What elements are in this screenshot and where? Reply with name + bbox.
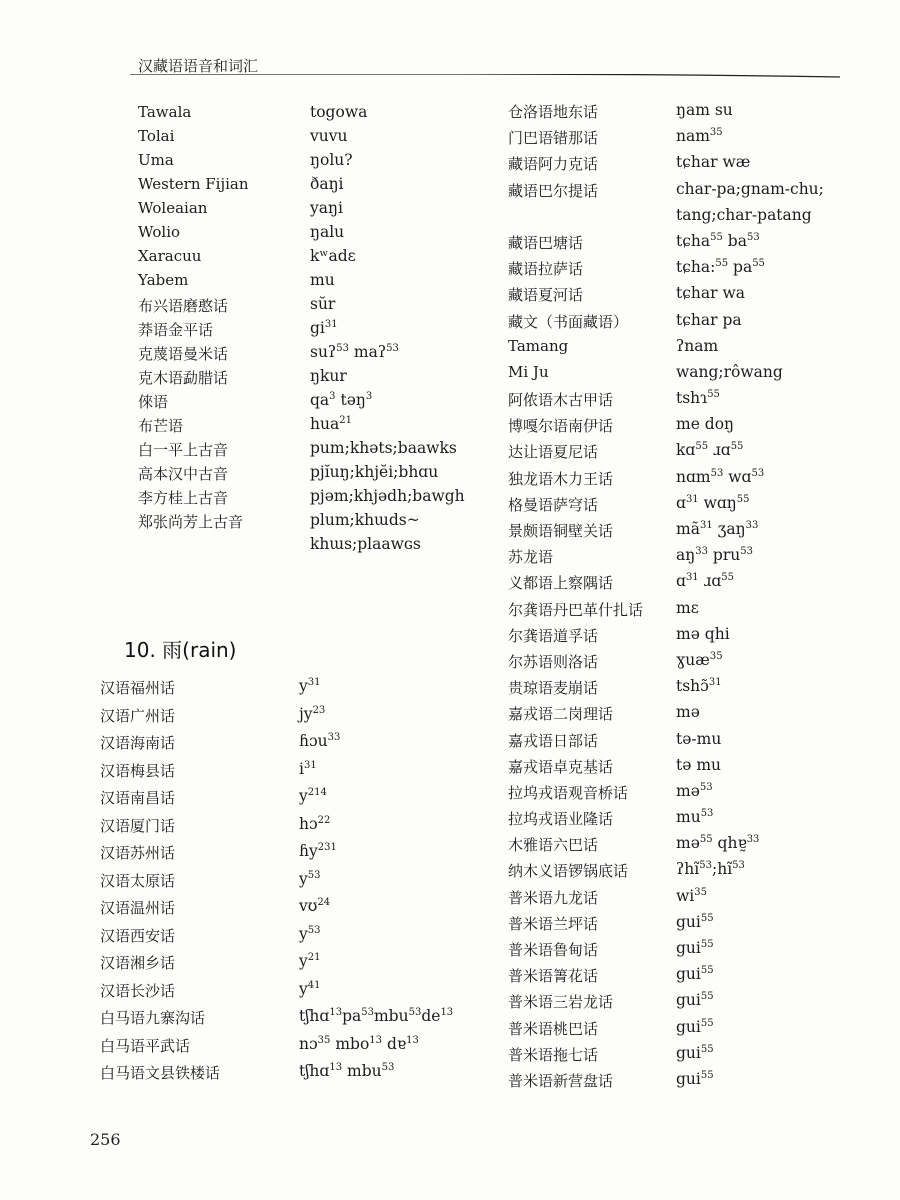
word-form: gui$^{55}$ bbox=[676, 1043, 714, 1062]
word-form: pjəm;khjədh;bawgh bbox=[310, 487, 465, 505]
word-form: $y^{53}$ bbox=[299, 924, 321, 943]
language-name: 白马语九寨沟话 bbox=[100, 1009, 206, 1027]
word-form: $y^{41}$ bbox=[299, 979, 321, 998]
word-form: hɔ$^{22}$ bbox=[299, 814, 331, 833]
language-name: 拉坞戎语业隆话 bbox=[508, 810, 614, 829]
language-name: 拉坞戎语观音桥话 bbox=[508, 783, 629, 802]
language-name: 汉语广州话 bbox=[100, 706, 176, 725]
word-form: $y^{31}$ bbox=[299, 677, 321, 695]
word-form: ŋkur bbox=[310, 367, 347, 385]
word-form: mu bbox=[310, 271, 335, 289]
word-form: kɑ$^{55}$ ɹɑ$^{55}$ bbox=[676, 441, 744, 460]
word-form: tə mu bbox=[676, 755, 722, 774]
word-form: nam$^{35}$ bbox=[676, 127, 723, 146]
word-form: char-pa;gnam-chu; bbox=[676, 179, 824, 198]
page-number: 256 bbox=[90, 1130, 121, 1149]
language-name: 汉语南昌话 bbox=[100, 789, 176, 807]
language-name: 汉语梅县话 bbox=[100, 761, 176, 780]
section-heading bbox=[124, 634, 237, 663]
word-form: $ʔhĩ^{53};hĩ^{53}$ bbox=[676, 860, 745, 879]
word-form: vʊ$^{24}$ bbox=[299, 897, 331, 915]
language-name: Yabem bbox=[138, 271, 189, 289]
word-form: $jy^{23}$ bbox=[299, 704, 326, 723]
word-form: suʔ$^{53}$ maʔ$^{53}$ bbox=[310, 343, 399, 361]
word-form: tshɔ̃$^{31}$ bbox=[676, 677, 722, 696]
language-name: 倈语 bbox=[138, 393, 169, 411]
word-form: ɦɔu$^{33}$ bbox=[299, 732, 341, 750]
language-name: 莽语金平话 bbox=[138, 321, 214, 339]
header-rule bbox=[130, 74, 840, 100]
section-number: 10. bbox=[124, 638, 156, 662]
word-form: $wi^{35}$ bbox=[676, 886, 707, 905]
language-name: 汉语福州话 bbox=[100, 679, 176, 697]
word-form: gui$^{55}$ bbox=[676, 965, 714, 984]
language-name: 李方桂上古音 bbox=[138, 489, 229, 507]
language-name: 藏语夏河话 bbox=[508, 286, 584, 305]
language-name: 布兴语磨憨话 bbox=[138, 297, 229, 315]
word-form: $i^{31}$ bbox=[299, 759, 317, 778]
word-form: mə qhi bbox=[676, 624, 730, 643]
word-form: $qa^3$ təŋ$^3$ bbox=[310, 391, 373, 409]
language-name: 门巴语错那话 bbox=[508, 129, 599, 148]
language-name: Western Fijian bbox=[138, 175, 249, 193]
language-name: 普米语兰坪话 bbox=[508, 914, 599, 933]
language-name: 白马语文县铁楼话 bbox=[100, 1064, 221, 1082]
language-name: 普米语箐花话 bbox=[508, 967, 599, 986]
word-form: ɑ$^{31}$ wɑŋ$^{55}$ bbox=[676, 493, 750, 512]
language-name: 嘉戎语日部话 bbox=[508, 731, 599, 750]
word-form: gui$^{55}$ bbox=[676, 912, 714, 931]
language-name: 普米语鲁甸话 bbox=[508, 941, 599, 959]
word-form: ɑ$^{31}$ ɹɑ$^{55}$ bbox=[676, 572, 735, 591]
word-form: nɑm$^{53}$ wɑ$^{53}$ bbox=[676, 467, 765, 486]
word-form: gui$^{55}$ bbox=[676, 1017, 714, 1036]
language-name: 郑张尚芳上古音 bbox=[138, 513, 244, 531]
section-title: 雨(rain) bbox=[162, 638, 237, 662]
word-form: hua$^{21}$ bbox=[310, 415, 352, 433]
language-name: 阿侬语木古甲话 bbox=[508, 391, 614, 410]
language-name: 白一平上古音 bbox=[138, 441, 229, 459]
word-form: ŋolu? bbox=[310, 151, 353, 169]
word-form: sŭr bbox=[310, 295, 336, 313]
word-form: togowa bbox=[310, 103, 368, 121]
word-form: tɕhar wæ bbox=[676, 153, 751, 172]
word-form: ʔnam bbox=[676, 336, 719, 355]
language-name: 高本汉中古音 bbox=[138, 465, 229, 483]
language-name: 克木语勐腊话 bbox=[138, 369, 229, 387]
word-form: tshɿ$^{55}$ bbox=[676, 389, 720, 408]
language-name: 汉语苏州话 bbox=[100, 844, 176, 862]
language-name: 嘉戎语二岗理话 bbox=[508, 705, 614, 724]
word-form: gui$^{55}$ bbox=[676, 939, 714, 957]
language-name: 义都语上察隅话 bbox=[508, 574, 614, 593]
language-name: 汉语湘乡话 bbox=[100, 954, 176, 972]
language-name: 汉语海南话 bbox=[100, 734, 176, 752]
language-name: 普米语三岩龙话 bbox=[508, 993, 614, 1012]
word-form: mə$^{55}$ qhɐ̰$^{33}$ bbox=[676, 834, 760, 853]
word-form: mə$^{53}$ bbox=[676, 781, 713, 800]
word-form: tə-mu bbox=[676, 729, 722, 748]
word-form: vuvu bbox=[310, 127, 348, 145]
word-form: khɯs;plaawɢs bbox=[310, 535, 421, 553]
word-form: nɔ$^{35}$ mbo$^{13}$ dɐ$^{13}$ bbox=[299, 1034, 419, 1053]
word-form: $y^{53}$ bbox=[299, 869, 321, 888]
word-form: $mã^{31}$ ʒaŋ$^{33}$ bbox=[676, 520, 759, 538]
word-form: mɛ bbox=[676, 598, 699, 617]
word-form: tɕhar pa bbox=[676, 310, 742, 329]
language-name: 达让语夏尼话 bbox=[508, 443, 599, 462]
language-name: 汉语西安话 bbox=[100, 926, 176, 945]
language-name: 藏语巴尔提话 bbox=[508, 181, 599, 200]
language-name: Wolio bbox=[138, 223, 181, 241]
word-form: plum;khɯds~ bbox=[310, 511, 420, 529]
language-name: 汉语太原话 bbox=[100, 871, 176, 890]
language-name: 白马语平武话 bbox=[100, 1036, 191, 1055]
word-form: ŋam su bbox=[676, 101, 733, 119]
word-form: tɕha$^{55}$ $ba^{53}$ bbox=[676, 231, 760, 250]
language-name: 苏龙语 bbox=[508, 548, 554, 567]
word-form: me doŋ bbox=[676, 415, 735, 434]
language-name: 嘉戎语卓克基话 bbox=[508, 757, 614, 776]
language-name: Tamang bbox=[508, 336, 569, 355]
word-form: wang;rôwang bbox=[676, 362, 783, 381]
language-name: 藏语拉萨话 bbox=[508, 260, 584, 279]
language-name: 独龙语木力王话 bbox=[508, 469, 614, 488]
word-form: ɦy$^{231}$ bbox=[299, 842, 337, 860]
word-form: gui$^{55}$ bbox=[676, 991, 714, 1010]
word-form: kʷadɛ bbox=[310, 247, 356, 265]
language-name: 藏语阿力克话 bbox=[508, 155, 599, 174]
running-title: 汉藏语语音和词汇 bbox=[138, 57, 259, 75]
word-form: pum;khəts;baawks bbox=[310, 439, 457, 457]
language-name: 汉语温州话 bbox=[100, 899, 176, 917]
language-name: 博嘎尔语南伊话 bbox=[508, 417, 614, 436]
language-name: 藏文（书面藏语） bbox=[508, 312, 629, 331]
language-name: 藏语巴塘话 bbox=[508, 233, 584, 252]
language-name: 纳木义语锣锅底话 bbox=[508, 862, 629, 881]
language-name: Woleaian bbox=[138, 199, 208, 217]
language-name: Xaracuu bbox=[138, 247, 202, 265]
language-name: 克蔑语曼米话 bbox=[138, 345, 229, 363]
word-form: tʃhɑ$^{13}$ mbu$^{53}$ bbox=[299, 1062, 395, 1080]
word-form: $mu^{53}$ bbox=[676, 808, 714, 827]
word-form: tang;char-patang bbox=[676, 205, 812, 224]
language-name: 景颇语铜壁关话 bbox=[508, 522, 614, 540]
language-name: 木雅语六巴话 bbox=[508, 836, 599, 855]
language-name: Uma bbox=[138, 151, 174, 169]
word-form: pjĭuŋ;khjĕi;bhɑu bbox=[310, 463, 439, 481]
word-form: ŋalu bbox=[310, 223, 345, 241]
language-name: 汉语长沙话 bbox=[100, 981, 176, 1000]
word-form: tɕhar wa bbox=[676, 284, 745, 303]
word-form: $y^{21}$ bbox=[299, 952, 321, 970]
language-name: 汉语厦门话 bbox=[100, 816, 176, 835]
word-form: yaŋi bbox=[310, 199, 343, 217]
word-form: mə bbox=[676, 703, 700, 722]
language-name: 尔龚语道孚话 bbox=[508, 626, 599, 645]
language-name: 仓洛语地东话 bbox=[508, 103, 599, 121]
language-name: 普米语九龙话 bbox=[508, 888, 599, 907]
language-name: 尔苏语则洛话 bbox=[508, 652, 599, 671]
language-name: 尔龚语丹巴革什扎话 bbox=[508, 600, 644, 619]
word-form: $gi^{31}$ bbox=[310, 319, 338, 337]
language-name: 普米语新营盘话 bbox=[508, 1071, 614, 1090]
language-name: 格曼语萨穹话 bbox=[508, 495, 599, 514]
language-name: Mi Ju bbox=[508, 362, 549, 381]
language-name: 布芒语 bbox=[138, 417, 184, 435]
word-form: $tʃhɑ^{13}pa^{53}mbu^{53}de^{13}$ bbox=[299, 1007, 454, 1025]
language-name: 贵琼语麦崩话 bbox=[508, 679, 599, 698]
language-name: 普米语桃巴话 bbox=[508, 1019, 599, 1038]
word-form: $aŋ^{33}$ pru$^{53}$ bbox=[676, 546, 753, 565]
word-form: tɕha:$^{55}$ $pa^{55}$ bbox=[676, 258, 765, 277]
language-name: Tawala bbox=[138, 103, 192, 121]
word-form: ɣuæ$^{35}$ bbox=[676, 650, 723, 669]
word-form: gui$^{55}$ bbox=[676, 1069, 714, 1088]
word-form: $y^{214}$ bbox=[299, 787, 327, 805]
word-form: ðaŋi bbox=[310, 175, 344, 193]
language-name: Tolai bbox=[138, 127, 175, 145]
language-name: 普米语拖七话 bbox=[508, 1045, 599, 1064]
